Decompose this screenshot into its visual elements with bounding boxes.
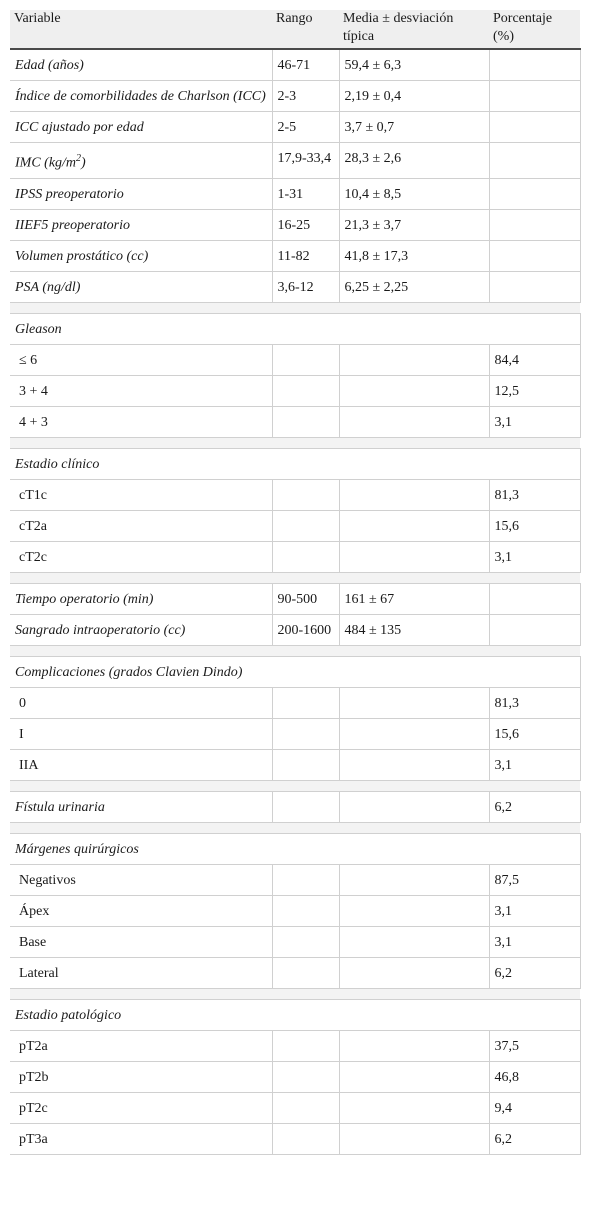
- cell-porcentaje: 81,3: [489, 687, 580, 718]
- cell-rango: 16-25: [272, 209, 339, 240]
- cell-variable: IIEF5 preoperatorio: [10, 209, 272, 240]
- cell-porcentaje: 46,8: [489, 1061, 580, 1092]
- cell-rango: [272, 1061, 339, 1092]
- spacer-row: [10, 572, 580, 583]
- cell-media: [339, 895, 489, 926]
- cell-rango: 2-5: [272, 112, 339, 143]
- cell-rango: 2-3: [272, 81, 339, 112]
- table-row: [10, 209, 580, 240]
- cell-media: [339, 406, 489, 437]
- table-row: [10, 718, 580, 749]
- cell-media: [339, 510, 489, 541]
- cell-variable: Fístula urinaria: [10, 791, 272, 822]
- spacer-cell: [10, 302, 580, 313]
- cell-media: 484 ± 135: [339, 614, 489, 645]
- cell-rango: 46-71: [272, 49, 339, 81]
- cell-rango: [272, 541, 339, 572]
- cell-porcentaje: [489, 614, 580, 645]
- cell-variable: cT1c: [10, 479, 272, 510]
- cell-porcentaje: [489, 178, 580, 209]
- table-row: [10, 926, 580, 957]
- cell-variable: IMC $(kg/m^2)$: [10, 143, 272, 179]
- cell-rango: [272, 864, 339, 895]
- spacer-cell: [10, 780, 580, 791]
- cell-porcentaje: [489, 143, 580, 179]
- table-body: [10, 49, 580, 1154]
- table-row: [10, 791, 580, 822]
- cell-rango: [272, 375, 339, 406]
- table-row: [10, 614, 580, 645]
- cell-variable: Ápex: [10, 895, 272, 926]
- header-row: [10, 10, 580, 49]
- cell-porcentaje: 84,4: [489, 344, 580, 375]
- cell-porcentaje: 9,4: [489, 1092, 580, 1123]
- cell-media: [339, 718, 489, 749]
- table-row: [10, 1123, 580, 1154]
- cell-porcentaje: [489, 209, 580, 240]
- cell-variable: Edad (años): [10, 49, 272, 81]
- section-header-row: [10, 833, 580, 864]
- table-row: [10, 271, 580, 302]
- cell-variable: I: [10, 718, 272, 749]
- spacer-cell: [10, 645, 580, 656]
- cell-porcentaje: [489, 112, 580, 143]
- cell-variable: Tiempo operatorio (min): [10, 583, 272, 614]
- section-header-row: [10, 313, 580, 344]
- section-label: Gleason: [10, 313, 580, 344]
- table-row: [10, 510, 580, 541]
- header-porcentaje: Porcentaje (%): [489, 10, 580, 49]
- cell-media: 3,7 ± 0,7: [339, 112, 489, 143]
- cell-media: 10,4 ± 8,5: [339, 178, 489, 209]
- cell-media: [339, 1092, 489, 1123]
- table-row: [10, 1061, 580, 1092]
- cell-porcentaje: 6,2: [489, 957, 580, 988]
- cell-variable: 0: [10, 687, 272, 718]
- cell-porcentaje: 37,5: [489, 1030, 580, 1061]
- cell-rango: [272, 1092, 339, 1123]
- cell-variable: 3 + 4: [10, 375, 272, 406]
- table-row: [10, 895, 580, 926]
- table-row: [10, 479, 580, 510]
- cell-media: [339, 791, 489, 822]
- cell-media: 2,19 ± 0,4: [339, 81, 489, 112]
- table-row: [10, 344, 580, 375]
- cell-rango: 3,6-12: [272, 271, 339, 302]
- table-row: [10, 178, 580, 209]
- cell-porcentaje: 81,3: [489, 479, 580, 510]
- cell-variable: pT2a: [10, 1030, 272, 1061]
- cell-media: [339, 957, 489, 988]
- cell-media: [339, 687, 489, 718]
- spacer-cell: [10, 988, 580, 999]
- spacer-cell: [10, 822, 580, 833]
- cell-porcentaje: 12,5: [489, 375, 580, 406]
- section-header-row: [10, 656, 580, 687]
- cell-variable: Sangrado intraoperatorio (cc): [10, 614, 272, 645]
- cell-porcentaje: 3,1: [489, 406, 580, 437]
- cell-variable: ICC ajustado por edad: [10, 112, 272, 143]
- cell-variable: IIA: [10, 749, 272, 780]
- cell-variable: Volumen prostático (cc): [10, 240, 272, 271]
- cell-rango: [272, 406, 339, 437]
- table-header: [10, 10, 580, 49]
- cell-porcentaje: 6,2: [489, 791, 580, 822]
- cell-variable: Negativos: [10, 864, 272, 895]
- section-label: Márgenes quirúrgicos: [10, 833, 580, 864]
- cell-porcentaje: [489, 240, 580, 271]
- cell-variable: cT2a: [10, 510, 272, 541]
- section-header-row: [10, 999, 580, 1030]
- cell-rango: [272, 749, 339, 780]
- cell-media: [339, 344, 489, 375]
- table-row: [10, 49, 580, 81]
- cell-media: [339, 749, 489, 780]
- spacer-row: [10, 437, 580, 448]
- cell-variable: ≤ 6: [10, 344, 272, 375]
- section-header-row: [10, 448, 580, 479]
- section-label: Estadio clínico: [10, 448, 580, 479]
- header-variable: Variable: [10, 10, 272, 49]
- table-row: [10, 957, 580, 988]
- cell-rango: 17,9-33,4: [272, 143, 339, 179]
- cell-rango: [272, 895, 339, 926]
- cell-rango: 200-1600: [272, 614, 339, 645]
- cell-variable: cT2c: [10, 541, 272, 572]
- table-row: [10, 749, 580, 780]
- cell-media: [339, 1061, 489, 1092]
- cell-porcentaje: 6,2: [489, 1123, 580, 1154]
- cell-porcentaje: 3,1: [489, 541, 580, 572]
- cell-media: [339, 1123, 489, 1154]
- cell-porcentaje: [489, 81, 580, 112]
- table-row: [10, 583, 580, 614]
- table-row: [10, 1092, 580, 1123]
- cell-rango: 11-82: [272, 240, 339, 271]
- spacer-row: [10, 645, 580, 656]
- cell-porcentaje: 3,1: [489, 895, 580, 926]
- cell-media: 59,4 ± 6,3: [339, 49, 489, 81]
- table-row: [10, 864, 580, 895]
- cell-porcentaje: 15,6: [489, 718, 580, 749]
- spacer-cell: [10, 572, 580, 583]
- table-row: [10, 240, 580, 271]
- cell-porcentaje: [489, 583, 580, 614]
- data-table: [10, 10, 581, 1155]
- cell-rango: [272, 510, 339, 541]
- table-row: [10, 81, 580, 112]
- cell-media: [339, 375, 489, 406]
- cell-porcentaje: 3,1: [489, 749, 580, 780]
- table-row: [10, 1030, 580, 1061]
- cell-variable: pT3a: [10, 1123, 272, 1154]
- cell-media: 6,25 ± 2,25: [339, 271, 489, 302]
- table-row: [10, 541, 580, 572]
- cell-rango: [272, 479, 339, 510]
- cell-rango: [272, 1030, 339, 1061]
- cell-variable: pT2c: [10, 1092, 272, 1123]
- cell-rango: [272, 687, 339, 718]
- header-media: Media ± desviación típica: [339, 10, 489, 49]
- cell-media: [339, 926, 489, 957]
- cell-media: [339, 864, 489, 895]
- header-rango: Rango: [272, 10, 339, 49]
- cell-rango: [272, 344, 339, 375]
- spacer-row: [10, 302, 580, 313]
- cell-rango: 1-31: [272, 178, 339, 209]
- cell-porcentaje: [489, 49, 580, 81]
- section-label: Complicaciones (grados Clavien Dindo): [10, 656, 580, 687]
- cell-variable: Lateral: [10, 957, 272, 988]
- cell-media: 28,3 ± 2,6: [339, 143, 489, 179]
- cell-rango: [272, 718, 339, 749]
- cell-rango: [272, 957, 339, 988]
- table-row: [10, 143, 580, 179]
- cell-variable: PSA (ng/dl): [10, 271, 272, 302]
- cell-variable: Índice de comorbilidades de Charlson (ICC): [10, 81, 272, 112]
- cell-variable: IPSS preoperatorio: [10, 178, 272, 209]
- cell-porcentaje: 15,6: [489, 510, 580, 541]
- table-row: [10, 112, 580, 143]
- cell-media: [339, 1030, 489, 1061]
- cell-porcentaje: [489, 271, 580, 302]
- table-row: [10, 687, 580, 718]
- cell-media: 161 ± 67: [339, 583, 489, 614]
- cell-media: [339, 541, 489, 572]
- cell-porcentaje: 3,1: [489, 926, 580, 957]
- cell-variable: pT2b: [10, 1061, 272, 1092]
- cell-rango: [272, 926, 339, 957]
- spacer-row: [10, 780, 580, 791]
- spacer-row: [10, 822, 580, 833]
- cell-rango: 90-500: [272, 583, 339, 614]
- superscript-2: 2: [76, 153, 82, 164]
- cell-rango: [272, 1123, 339, 1154]
- cell-porcentaje: 87,5: [489, 864, 580, 895]
- cell-media: 21,3 ± 3,7: [339, 209, 489, 240]
- cell-variable: 4 + 3: [10, 406, 272, 437]
- spacer-row: [10, 988, 580, 999]
- table-row: [10, 375, 580, 406]
- cell-variable: Base: [10, 926, 272, 957]
- cell-media: [339, 479, 489, 510]
- cell-rango: [272, 791, 339, 822]
- table-row: [10, 406, 580, 437]
- spacer-cell: [10, 437, 580, 448]
- cell-media: 41,8 ± 17,3: [339, 240, 489, 271]
- section-label: Estadio patológico: [10, 999, 580, 1030]
